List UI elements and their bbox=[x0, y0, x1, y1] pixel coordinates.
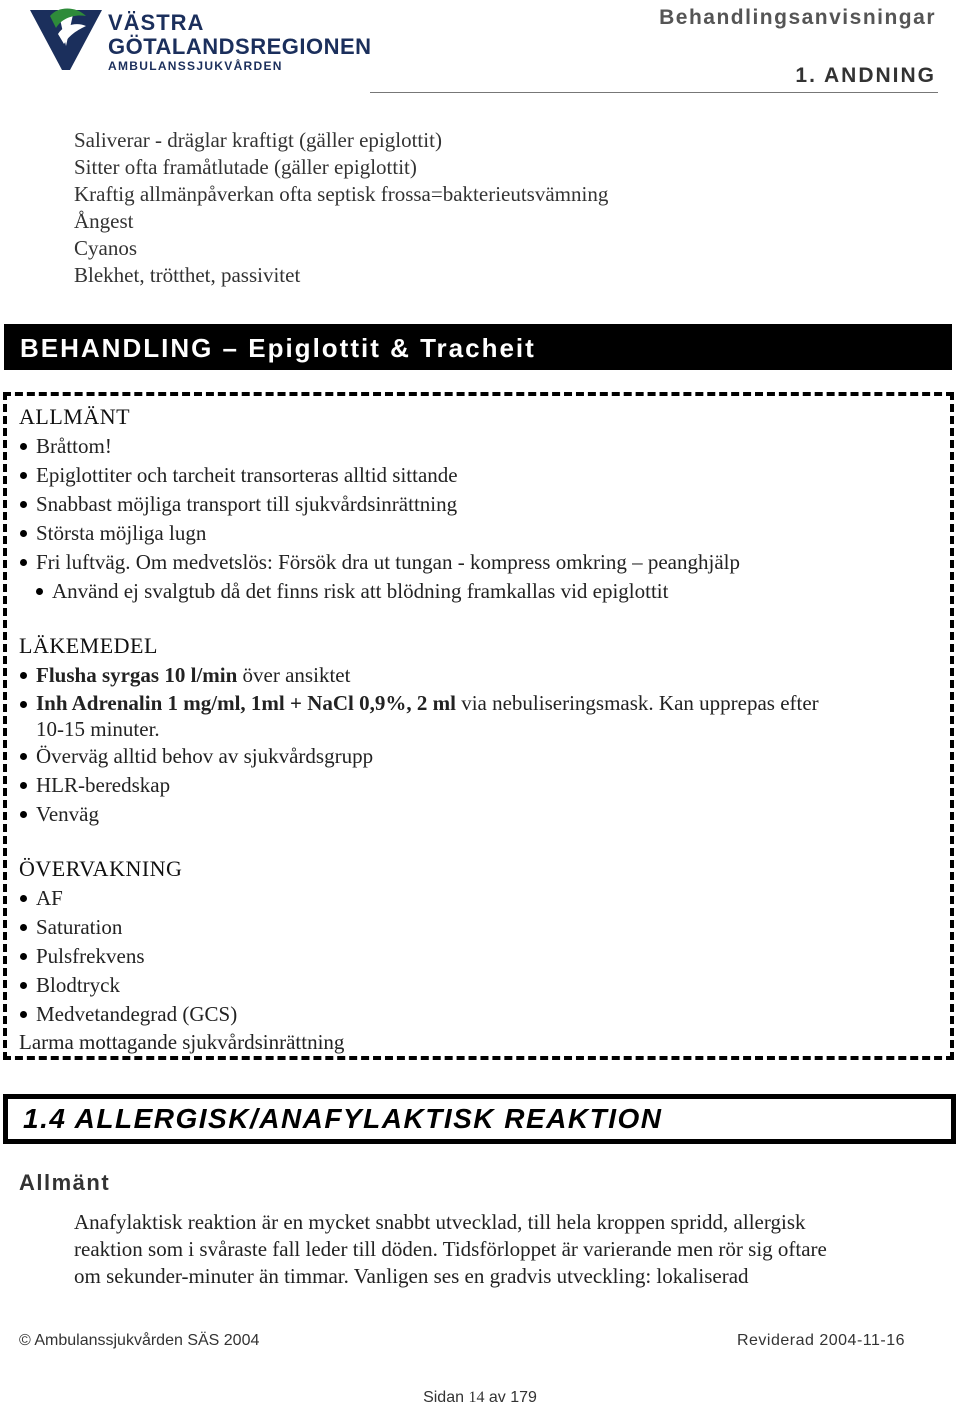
list-item: Pulsfrekvens bbox=[19, 942, 939, 971]
dosage-text: över ansiktet bbox=[237, 663, 351, 687]
page-prefix: Sidan bbox=[423, 1389, 469, 1406]
list-item: Största möjliga lugn bbox=[19, 519, 939, 548]
list-item: Medvetandegrad (GCS) bbox=[19, 1000, 939, 1029]
list-item: HLR-beredskap bbox=[19, 771, 939, 800]
section-heading-allmant: ALLMÄNT bbox=[19, 404, 131, 429]
symptom-list bbox=[74, 127, 608, 289]
intro-paragraph bbox=[74, 1209, 934, 1290]
dosage-text-cont: 10-15 minuter. bbox=[36, 717, 160, 741]
treatment-box-content bbox=[19, 402, 939, 1056]
section-heading-overvakning: ÖVERVAKNING bbox=[19, 856, 183, 881]
list-item: Bråttom! bbox=[19, 432, 939, 461]
section-title: 1.4 ALLERGISK/ANAFYLAKTISK REAKTION bbox=[8, 1099, 951, 1139]
footer-revised: Reviderad 2004-11-16 bbox=[736, 1332, 905, 1349]
treatment-banner: BEHANDLING – Epiglottit & Tracheit bbox=[4, 324, 952, 370]
list-item: Blodtryck bbox=[19, 971, 939, 1000]
vgr-leaf-logo-icon bbox=[28, 4, 106, 74]
section-banner bbox=[3, 1094, 956, 1144]
header-divider bbox=[370, 92, 938, 93]
logo-line-2: GÖTALANDSREGIONEN bbox=[108, 34, 372, 59]
document-title: Behandlingsanvisningar bbox=[659, 6, 936, 29]
intro-line: reaktion som i svåraste fall leder till döden. Tidsförloppet är varierande men rör sig oftare bbox=[74, 1237, 827, 1261]
symptom-item: Cyanos bbox=[74, 236, 137, 260]
symptom-item: Sitter ofta framåtlutade (gäller epiglottit) bbox=[74, 155, 417, 179]
list-item: Epiglottiter och tarcheit transorteras alltid sittande bbox=[19, 461, 939, 490]
intro-line: Anafylaktisk reaktion är en mycket snabbt utvecklad, till hela kroppen spridd, allergisk bbox=[74, 1210, 806, 1234]
dosage-bold: Inh Adrenalin 1 mg/ml, 1ml + NaCl 0,9%, 2 ml bbox=[36, 691, 456, 715]
list-item: Snabbast möjliga transport till sjukvårdsinrättning bbox=[19, 490, 939, 519]
logo-line-1: VÄSTRA bbox=[108, 10, 205, 35]
list-item: Överväg alltid behov av sjukvårdsgrupp bbox=[19, 742, 939, 771]
section-heading-lakemedel: LÄKEMEDEL bbox=[19, 633, 158, 658]
page-mid: av bbox=[484, 1389, 511, 1406]
intro-line: om sekunder-minuter än timmar. Vanligen ses en gradvis utveckling: lokaliserad bbox=[74, 1264, 749, 1288]
symptom-item: Ångest bbox=[74, 209, 134, 233]
footer-copyright: © Ambulanssjukvården SÄS 2004 bbox=[19, 1332, 260, 1349]
symptom-item: Kraftig allmänpåverkan ofta septisk frossa=bakterieutsvämning bbox=[74, 182, 609, 206]
chapter-title: 1. ANDNING bbox=[795, 64, 936, 87]
page-current: 14 bbox=[468, 1389, 485, 1406]
list-item: Fri luftväg. Om medvetslös: Försök dra ut tungan - kompress omkring – peanghjälp bbox=[19, 548, 939, 577]
list-subitem: Använd ej svalgtub då det finns risk att blödning framkallas vid epiglottit bbox=[35, 577, 939, 606]
logo-line-3: AMBULANSSJUKVÅRDEN bbox=[108, 59, 283, 73]
list-item: AF bbox=[19, 884, 939, 913]
page-total: 179 bbox=[510, 1389, 537, 1406]
dosage-text: via nebuliseringsmask. Kan upprepas efter bbox=[455, 691, 819, 715]
symptom-item: Blekhet, trötthet, passivitet bbox=[74, 263, 301, 287]
vgr-logo bbox=[28, 4, 372, 76]
list-item bbox=[19, 661, 939, 690]
list-item: Venväg bbox=[19, 800, 939, 829]
list-item bbox=[19, 690, 939, 742]
dosage-bold: Flusha syrgas 10 l/min bbox=[36, 663, 238, 687]
list-item: Saturation bbox=[19, 913, 939, 942]
subsection-heading: Allmänt bbox=[19, 1170, 111, 1195]
page-number bbox=[0, 1389, 960, 1407]
symptom-item: Saliverar - dräglar kraftigt (gäller epiglottit) bbox=[74, 128, 442, 152]
alert-note: Larma mottagande sjukvårdsinrättning bbox=[19, 1030, 345, 1054]
